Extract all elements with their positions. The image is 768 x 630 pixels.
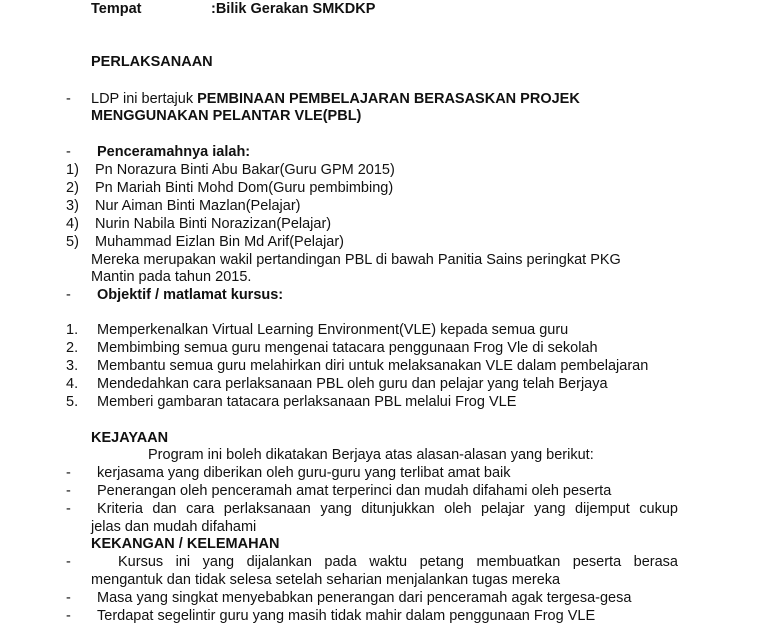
- weakness-point-continuation: mengantuk dan tidak selesa setelah seharian menjalankan tugas mereka: [91, 572, 561, 588]
- dash-marker: -: [66, 465, 71, 481]
- dash-marker: -: [66, 287, 71, 303]
- list-number: 3.: [66, 358, 79, 374]
- list-number: 1.: [66, 322, 79, 338]
- dash-marker: -: [66, 144, 71, 160]
- ldp-title-bold: PEMBINAAN PEMBELAJARAN BERASASKAN PROJEK: [197, 91, 580, 107]
- dash-marker: -: [66, 501, 71, 517]
- list-number: 2): [66, 180, 79, 196]
- speaker-item: Pn Norazura Binti Abu Bakar(Guru GPM 2015): [95, 162, 395, 178]
- ldp-title-line2: MENGGUNAKAN PELANTAR VLE(PBL): [91, 108, 362, 124]
- venue-value: :Bilik Gerakan SMKDKP: [211, 1, 376, 17]
- objective-item: Memperkenalkan Virtual Learning Environment(VLE) kepada semua guru: [97, 322, 569, 338]
- list-number: 4): [66, 216, 79, 232]
- dash-marker: -: [66, 608, 71, 624]
- section-heading-kekangan: KEKANGAN / KELEMAHAN: [91, 536, 280, 552]
- weakness-point: Masa yang singkat menyebabkan penerangan dari penceramah agak tergesa-gesa: [97, 590, 632, 606]
- speaker-item: Pn Mariah Binti Mohd Dom(Guru pembimbing): [95, 180, 394, 196]
- venue-label: Tempat: [91, 1, 142, 17]
- ldp-title-prefix: LDP ini bertajuk: [91, 91, 198, 107]
- list-number: 2.: [66, 340, 79, 356]
- weakness-point: Terdapat segelintir guru yang masih tidak mahir dalam penggunaan Frog VLE: [97, 608, 596, 624]
- section-heading-perlaksanaan: PERLAKSANAAN: [91, 54, 213, 70]
- objective-item: Mendedahkan cara perlaksanaan PBL oleh guru dan pelajar yang telah Berjaya: [97, 376, 608, 392]
- list-number: 3): [66, 198, 79, 214]
- speaker-item: Nur Aiman Binti Mazlan(Pelajar): [95, 198, 301, 214]
- weakness-point: Kursus ini yang dijalankan pada waktu petang membuatkan peserta berasa: [118, 554, 678, 570]
- speakers-heading: Penceramahnya ialah:: [97, 144, 251, 160]
- dash-marker: -: [66, 554, 71, 570]
- ldp-title-line1: [91, 90, 580, 108]
- list-number: 5): [66, 234, 79, 250]
- representative-note-line2: Mantin pada tahun 2015.: [91, 269, 252, 285]
- success-intro: Program ini boleh dikatakan Berjaya atas alasan-alasan yang berikut:: [148, 447, 594, 463]
- representative-note-line1: Mereka merupakan wakil pertandingan PBL di bawah Panitia Sains peringkat PKG: [91, 252, 621, 268]
- dash-marker: -: [66, 590, 71, 606]
- objectives-heading: Objektif / matlamat kursus:: [97, 287, 284, 303]
- dash-marker: -: [66, 91, 71, 107]
- objective-item: Membantu semua guru melahirkan diri untuk melaksanakan VLE dalam pembelajaran: [97, 358, 649, 374]
- list-number: 5.: [66, 394, 79, 410]
- speaker-item: Muhammad Eizlan Bin Md Arif(Pelajar): [95, 234, 345, 250]
- success-point: Kriteria dan cara perlaksanaan yang ditunjukkan oleh pelajar yang dijemput cukup: [97, 501, 678, 517]
- section-heading-kejayaan: KEJAYAAN: [91, 430, 169, 446]
- list-number: 1): [66, 162, 79, 178]
- success-point: kerjasama yang diberikan oleh guru-guru yang terlibat amat baik: [97, 465, 511, 481]
- list-number: 4.: [66, 376, 79, 392]
- speaker-item: Nurin Nabila Binti Norazizan(Pelajar): [95, 216, 332, 232]
- success-point-continuation: jelas dan mudah difahami: [91, 519, 257, 535]
- objective-item: Membimbing semua guru mengenai tatacara penggunaan Frog Vle di sekolah: [97, 340, 598, 356]
- dash-marker: -: [66, 483, 71, 499]
- objective-item: Memberi gambaran tatacara perlaksanaan PBL melalui Frog VLE: [97, 394, 517, 410]
- success-point: Penerangan oleh penceramah amat terperinci dan mudah difahami oleh peserta: [97, 483, 612, 499]
